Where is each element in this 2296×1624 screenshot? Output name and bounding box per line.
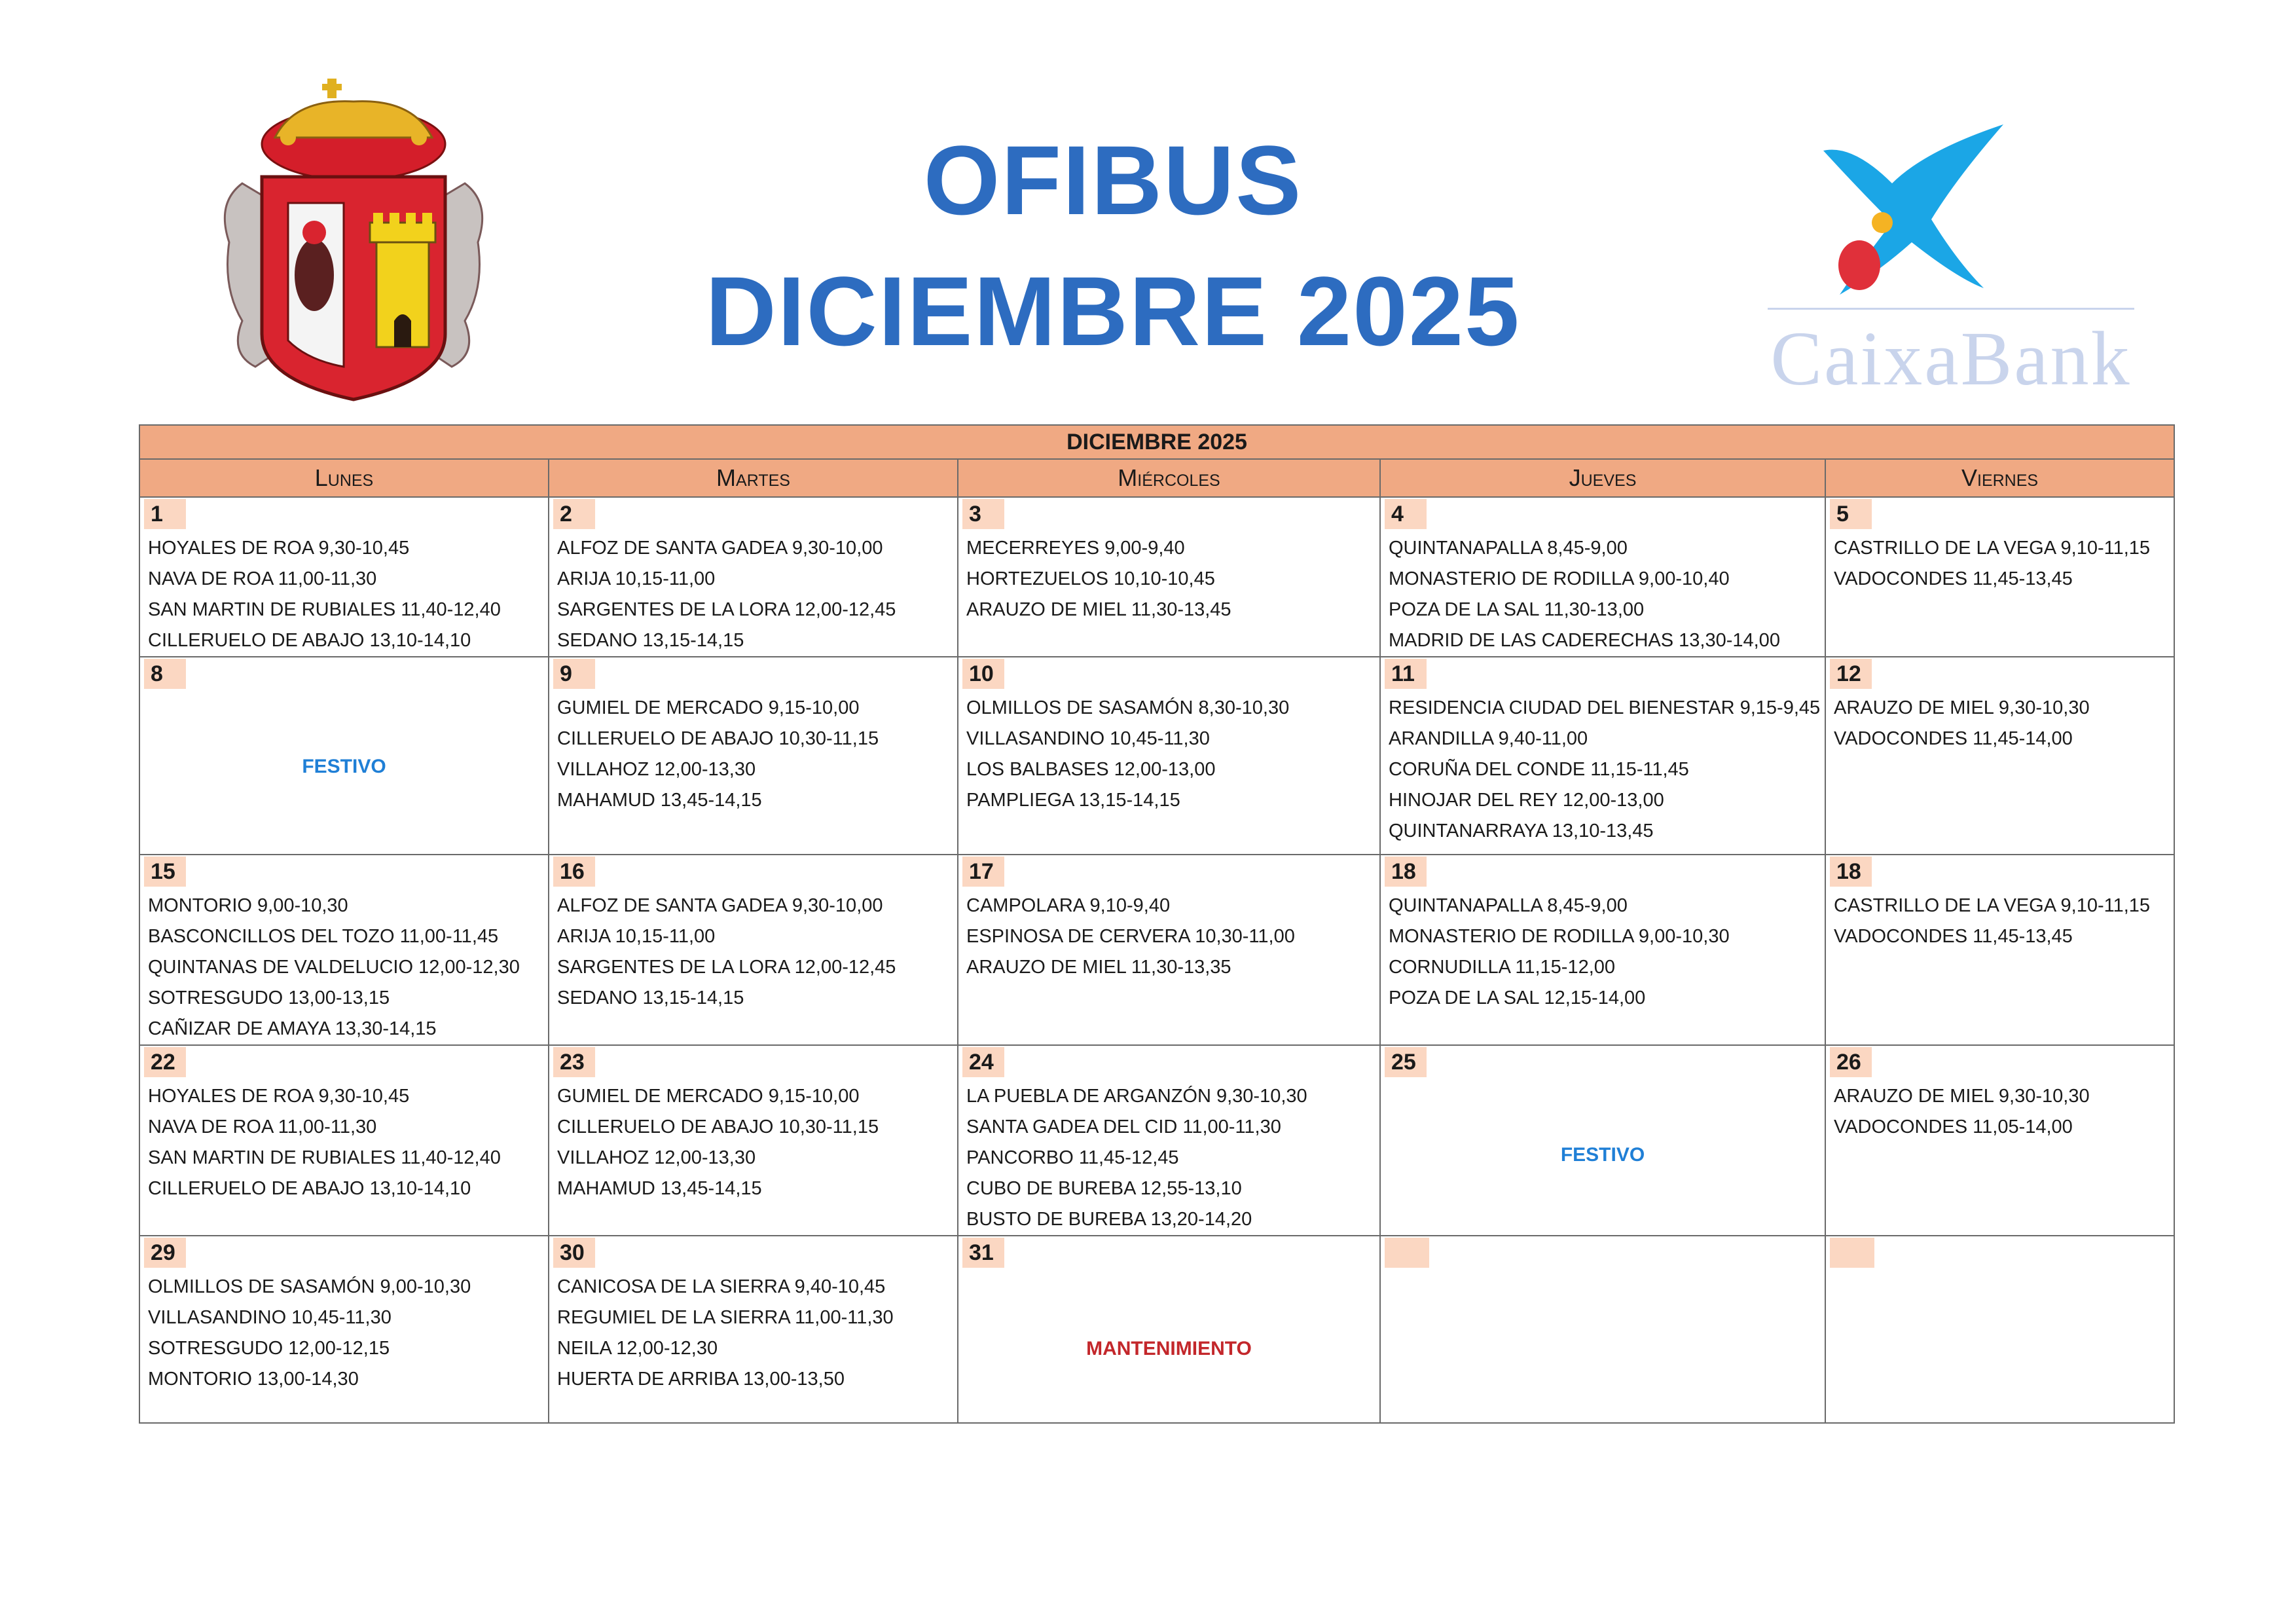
stop-item: NAVA DE ROA 11,00-11,30 <box>148 568 377 589</box>
day-cell <box>139 1045 549 1236</box>
stop-item: ARAUZO DE MIEL 11,30-13,45 <box>966 599 1231 620</box>
day-header-lunes: Lunes <box>139 459 549 497</box>
stop-item: HOYALES DE ROA 9,30-10,45 <box>148 538 410 559</box>
day-cell <box>1380 1236 1825 1423</box>
stop-item: ALFOZ DE SANTA GADEA 9,30-10,00 <box>557 538 883 559</box>
day-number: 5 <box>1830 499 1872 529</box>
stop-list <box>140 533 548 656</box>
stop-item: CAÑIZAR DE AMAYA 13,30-14,15 <box>148 1018 437 1039</box>
calendar-week-row <box>139 855 2174 1045</box>
stop-list <box>140 891 548 1044</box>
stop-item: MECERREYES 9,00-9,40 <box>966 538 1185 559</box>
stop-item: LOS BALBASES 12,00-13,00 <box>966 759 1216 780</box>
stop-item: CORNUDILLA 11,15-12,00 <box>1389 957 1616 978</box>
stop-item: CUBO DE BUREBA 12,55-13,10 <box>966 1178 1242 1199</box>
stop-list <box>1826 1081 2174 1143</box>
day-cell <box>549 657 958 855</box>
day-cell <box>958 657 1380 855</box>
stop-item: POZA DE LA SAL 11,30-13,00 <box>1389 599 1645 620</box>
stop-item: SAN MARTIN DE RUBIALES 11,40-12,40 <box>148 1147 501 1168</box>
bank-name: CaixaBank <box>1770 316 2132 401</box>
stop-item: MAHAMUD 13,45-14,15 <box>557 790 762 811</box>
stop-item: CILLERUELO DE ABAJO 10,30-11,15 <box>557 1116 879 1137</box>
stop-item: HORTEZUELOS 10,10-10,45 <box>966 568 1215 589</box>
stop-item: BUSTO DE BUREBA 13,20-14,20 <box>966 1209 1252 1230</box>
stop-item: MONTORIO 9,00-10,30 <box>148 895 348 916</box>
stop-list <box>549 533 957 656</box>
stop-item: HUERTA DE ARRIBA 13,00-13,50 <box>557 1369 845 1390</box>
stop-list <box>1381 891 1825 1014</box>
stop-item: CASTRILLO DE LA VEGA 9,10-11,15 <box>1834 538 2151 559</box>
day-cell <box>958 855 1380 1045</box>
day-number: 22 <box>144 1047 186 1077</box>
day-cell <box>549 855 958 1045</box>
stop-list <box>1826 533 2174 595</box>
day-number: 17 <box>962 857 1004 887</box>
stop-item: SARGENTES DE LA LORA 12,00-12,45 <box>557 599 896 620</box>
stop-item: SOTRESGUDO 12,00-12,15 <box>148 1338 390 1359</box>
stop-item: QUINTANAS DE VALDELUCIO 12,00-12,30 <box>148 957 520 978</box>
stop-item: GUMIEL DE MERCADO 9,15-10,00 <box>557 1086 860 1107</box>
stop-item: VILLAHOZ 12,00-13,30 <box>557 1147 756 1168</box>
stop-item: VILLASANDINO 10,45-11,30 <box>966 728 1210 749</box>
day-number: 18 <box>1385 857 1427 887</box>
stop-item: ESPINOSA DE CERVERA 10,30-11,00 <box>966 926 1295 947</box>
day-cell <box>139 497 549 657</box>
stop-item: SANTA GADEA DEL CID 11,00-11,30 <box>966 1116 1281 1137</box>
stop-item: CASTRILLO DE LA VEGA 9,10-11,15 <box>1834 895 2151 916</box>
stop-item: LA PUEBLA DE ARGANZÓN 9,30-10,30 <box>966 1086 1307 1107</box>
stop-item: ARAUZO DE MIEL 9,30-10,30 <box>1834 697 2090 718</box>
stop-item: HOYALES DE ROA 9,30-10,45 <box>148 1086 410 1107</box>
stop-item: MAHAMUD 13,45-14,15 <box>557 1178 762 1199</box>
day-cell <box>1825 1045 2174 1236</box>
maintenance-label: MANTENIMIENTO <box>1086 1338 1252 1359</box>
day-number: 12 <box>1830 659 1872 689</box>
stop-item: ARAUZO DE MIEL 11,30-13,35 <box>966 957 1231 978</box>
stop-item: OLMILLOS DE SASAMÓN 9,00-10,30 <box>148 1276 471 1297</box>
logo-divider <box>1768 308 2134 310</box>
day-number <box>1385 1238 1429 1268</box>
stop-item: CILLERUELO DE ABAJO 13,10-14,10 <box>148 630 471 651</box>
day-cell <box>1380 497 1825 657</box>
stop-item: PANCORBO 11,45-12,45 <box>966 1147 1179 1168</box>
day-number: 30 <box>553 1238 595 1268</box>
stop-list <box>1381 693 1825 847</box>
schedule-calendar <box>139 424 2175 1424</box>
day-cell <box>958 1045 1380 1236</box>
day-number: 10 <box>962 659 1004 689</box>
stop-item: ARIJA 10,15-11,00 <box>557 926 716 947</box>
stop-list <box>140 1081 548 1204</box>
stop-item: QUINTANARRAYA 13,10-13,45 <box>1389 821 1654 841</box>
stop-item: BASCONCILLOS DEL TOZO 11,00-11,45 <box>148 926 499 947</box>
calendar-week-row <box>139 1045 2174 1236</box>
day-cell <box>958 1236 1380 1423</box>
stop-item: SARGENTES DE LA LORA 12,00-12,45 <box>557 957 896 978</box>
calendar-week-row <box>139 657 2174 855</box>
day-cell <box>549 1045 958 1236</box>
day-number: 8 <box>144 659 186 689</box>
stop-item: MONTORIO 13,00-14,30 <box>148 1369 359 1390</box>
day-cell <box>1825 657 2174 855</box>
stop-item: NEILA 12,00-12,30 <box>557 1338 718 1359</box>
day-number: 9 <box>553 659 595 689</box>
day-number: 25 <box>1385 1047 1427 1077</box>
stop-item: VADOCONDES 11,45-13,45 <box>1834 568 2073 589</box>
holiday-label: FESTIVO <box>1560 1144 1645 1166</box>
day-cell <box>139 1236 549 1423</box>
stop-item: QUINTANAPALLA 8,45-9,00 <box>1389 895 1628 916</box>
day-number: 1 <box>144 499 186 529</box>
stop-item: ARAUZO DE MIEL 9,30-10,30 <box>1834 1086 2090 1107</box>
stop-item: ALFOZ DE SANTA GADEA 9,30-10,00 <box>557 895 883 916</box>
stop-item: REGUMIEL DE LA SIERRA 11,00-11,30 <box>557 1307 894 1328</box>
stop-item: VADOCONDES 11,45-14,00 <box>1834 728 2073 749</box>
stop-item: PAMPLIEGA 13,15-14,15 <box>966 790 1180 811</box>
day-number: 23 <box>553 1047 595 1077</box>
stop-list <box>140 1272 548 1395</box>
stop-list <box>549 1272 957 1395</box>
calendar-week-row <box>139 497 2174 657</box>
stop-item: MONASTERIO DE RODILLA 9,00-10,30 <box>1389 926 1730 947</box>
stop-item: VADOCONDES 11,45-13,45 <box>1834 926 2073 947</box>
stop-item: MONASTERIO DE RODILLA 9,00-10,40 <box>1389 568 1730 589</box>
day-number: 26 <box>1830 1047 1872 1077</box>
stop-list <box>958 533 1379 625</box>
stop-item: CILLERUELO DE ABAJO 10,30-11,15 <box>557 728 879 749</box>
day-cell <box>1380 855 1825 1045</box>
stop-item: ARIJA 10,15-11,00 <box>557 568 716 589</box>
stop-item: OLMILLOS DE SASAMÓN 8,30-10,30 <box>966 697 1290 718</box>
stop-item: RESIDENCIA CIUDAD DEL BIENESTAR 9,15-9,45 <box>1389 697 1821 718</box>
stop-list <box>549 693 957 816</box>
day-cell <box>549 497 958 657</box>
day-cell <box>1380 1045 1825 1236</box>
day-number: 24 <box>962 1047 1004 1077</box>
stop-list <box>1826 693 2174 754</box>
day-header-miercoles: Miércoles <box>958 459 1380 497</box>
star-logo-icon <box>1761 111 2141 308</box>
day-number: 31 <box>962 1238 1004 1268</box>
day-number: 2 <box>553 499 595 529</box>
stop-item: CILLERUELO DE ABAJO 13,10-14,10 <box>148 1178 471 1199</box>
stop-list <box>1381 533 1825 656</box>
stop-item: VADOCONDES 11,05-14,00 <box>1834 1116 2073 1137</box>
day-cell <box>139 657 549 855</box>
stop-item: CORUÑA DEL CONDE 11,15-11,45 <box>1389 759 1689 780</box>
stop-item: MADRID DE LAS CADERECHAS 13,30-14,00 <box>1389 630 1780 651</box>
day-number: 29 <box>144 1238 186 1268</box>
day-number <box>1830 1238 1874 1268</box>
day-cell <box>1825 497 2174 657</box>
stop-item: SAN MARTIN DE RUBIALES 11,40-12,40 <box>148 599 501 620</box>
title-line-month: DICIEMBRE 2025 <box>705 256 1521 366</box>
stop-list <box>549 891 957 1014</box>
stop-item: POZA DE LA SAL 12,15-14,00 <box>1389 987 1646 1008</box>
day-number: 16 <box>553 857 595 887</box>
day-number: 3 <box>962 499 1004 529</box>
day-number: 18 <box>1830 857 1872 887</box>
stop-item: NAVA DE ROA 11,00-11,30 <box>148 1116 377 1137</box>
day-cell <box>1380 657 1825 855</box>
stop-list <box>958 693 1379 816</box>
stop-item: QUINTANAPALLA 8,45-9,00 <box>1389 538 1628 559</box>
day-cell <box>1825 1236 2174 1423</box>
stop-item: SOTRESGUDO 13,00-13,15 <box>148 987 390 1008</box>
day-number: 11 <box>1385 659 1427 689</box>
day-header-viernes: Viernes <box>1825 459 2174 497</box>
day-header-martes: Martes <box>549 459 958 497</box>
stop-item: ARANDILLA 9,40-11,00 <box>1389 728 1588 749</box>
day-cell <box>958 497 1380 657</box>
stop-item: SEDANO 13,15-14,15 <box>557 630 744 651</box>
stop-list <box>549 1081 957 1204</box>
day-cell <box>139 855 549 1045</box>
stop-list <box>958 1081 1379 1235</box>
holiday-label: FESTIVO <box>302 756 386 777</box>
stop-item: VILLAHOZ 12,00-13,30 <box>557 759 756 780</box>
day-cell <box>549 1236 958 1423</box>
coat-of-arms-logo <box>216 72 491 406</box>
stop-item: CANICOSA DE LA SIERRA 9,40-10,45 <box>557 1276 886 1297</box>
day-number: 4 <box>1385 499 1427 529</box>
calendar-week-row <box>139 1236 2174 1423</box>
stop-list <box>1826 891 2174 952</box>
day-header-jueves: Jueves <box>1380 459 1825 497</box>
stop-list <box>958 891 1379 983</box>
bank-logo <box>1761 111 2141 399</box>
stop-item: VILLASANDINO 10,45-11,30 <box>148 1307 392 1328</box>
stop-item: HINOJAR DEL REY 12,00-13,00 <box>1389 790 1664 811</box>
title-line-ofibus: OFIBUS <box>923 125 1303 235</box>
calendar-title: DICIEMBRE 2025 <box>139 425 2174 459</box>
stop-item: SEDANO 13,15-14,15 <box>557 987 744 1008</box>
day-cell <box>1825 855 2174 1045</box>
stop-item: CAMPOLARA 9,10-9,40 <box>966 895 1171 916</box>
day-number: 15 <box>144 857 186 887</box>
page-title <box>655 118 1571 373</box>
stop-item: GUMIEL DE MERCADO 9,15-10,00 <box>557 697 860 718</box>
